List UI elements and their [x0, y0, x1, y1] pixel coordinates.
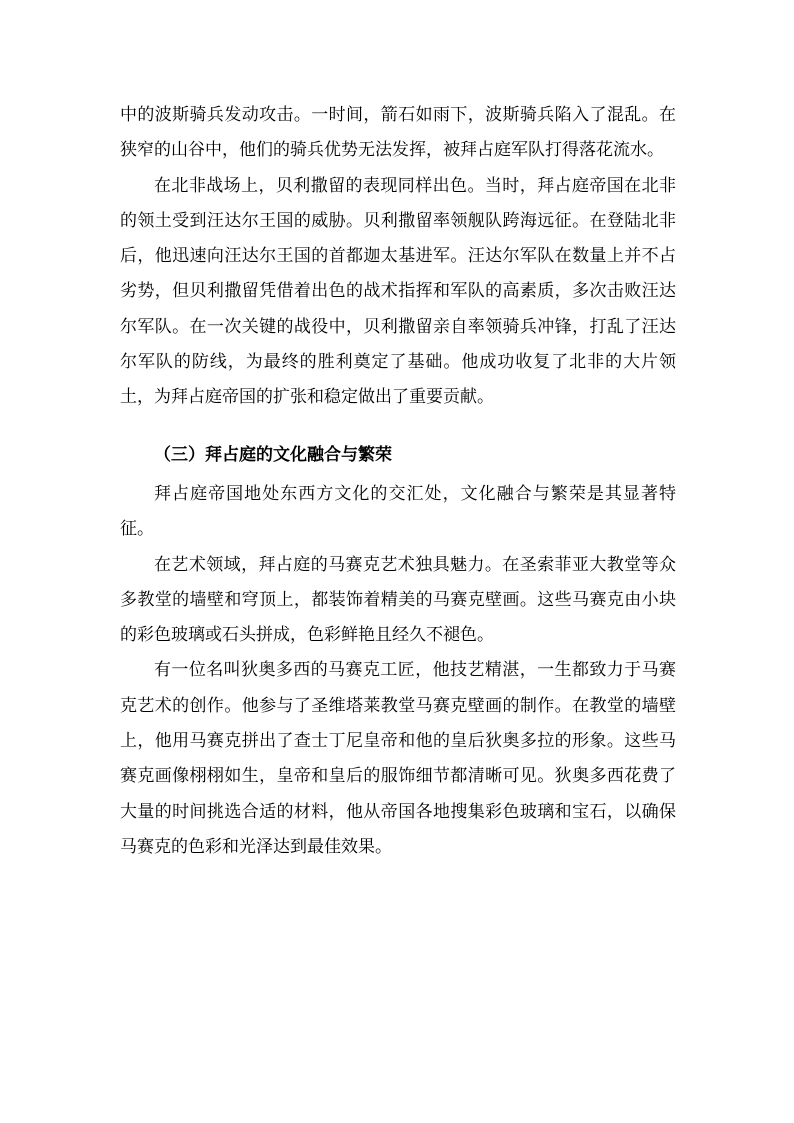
paragraph-1: 中的波斯骑兵发动攻击。一时间，箭石如雨下，波斯骑兵陷入了混乱。在狭窄的山谷中，他们的骑兵优势无法发挥，被拜占庭军队打得落花流水。: [120, 105, 676, 161]
paragraph-3: 拜占庭帝国地处东西方文化的交汇处，文化融合与繁荣是其显著特征。: [120, 483, 676, 540]
document-body: [120, 98, 676, 865]
paragraph-2: 在北非战场上，贝利撒留的表现同样出色。当时，拜占庭帝国在北非的领土受到汪达尔王国的威胁。贝利撒留率领舰队跨海远征。在登陆北非后，他迅速向汪达尔王国的首都迦太基进军。汪达尔军队在数量上并不占劣势，但贝利撒留凭借着出色的战术指挥和军队的高素质，多次击败汪达尔军队。在一次关键的战役中，贝利撒留亲自率领骑兵冲锋，打乱了汪达尔军队的防线，为最终的胜利奠定了基础。他成功收复了北非的大片领土，为拜占庭帝国的扩张和稳定做出了重要贡献。: [120, 175, 676, 408]
section-heading: （三）拜占庭的文化融合与繁荣: [154, 444, 392, 465]
paragraph-5: 有一位名叫狄奥多西的马赛克工匠，他技艺精湛，一生都致力于马赛克艺术的创作。他参与了圣维塔莱教堂马赛克壁画的制作。在教堂的墙壁上，他用马赛克拼出了查士丁尼皇帝和他的皇后狄奥多拉的形象。这些马赛克画像栩栩如生，皇帝和皇后的服饰细节都清晰可见。狄奥多西花费了大量的时间挑选合适的材料，他从帝国各地搜集彩色玻璃和宝石，以确保马赛克的色彩和光泽达到最佳效果。: [120, 660, 676, 857]
paragraph-4: 在艺术领域，拜占庭的马赛克艺术独具魅力。在圣索菲亚大教堂等众多教堂的墙壁和穹顶上，都装饰着精美的马赛克壁画。这些马赛克由小块的彩色玻璃或石头拼成，色彩鲜艳且经久不褪色。: [120, 554, 676, 646]
